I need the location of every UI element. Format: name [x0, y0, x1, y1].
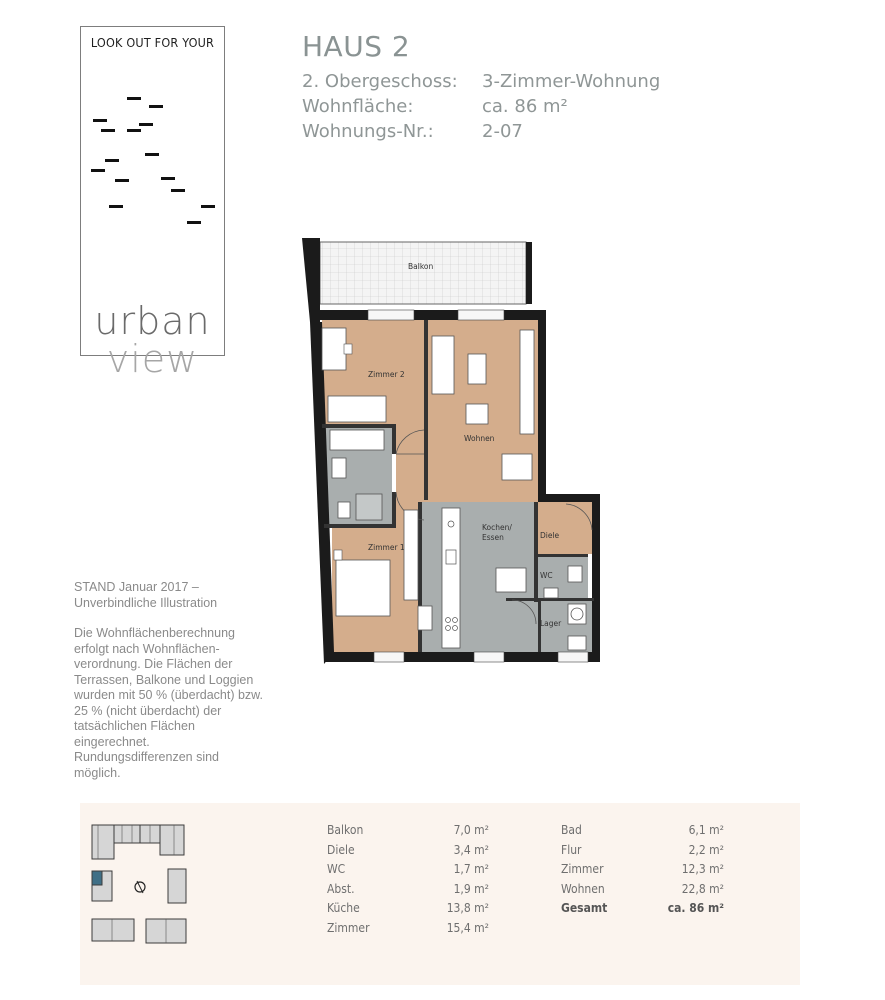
- floor-plan: [298, 232, 608, 670]
- area-value: 15,4 m²: [446, 921, 489, 935]
- area-row: [327, 823, 489, 841]
- header-label: Wohnungs-Nr.:: [302, 121, 434, 142]
- header-value: 2-07: [482, 121, 523, 142]
- label-essen: Essen: [482, 533, 504, 542]
- balcony-floor: [320, 242, 526, 304]
- header-row-area: [302, 96, 568, 117]
- urban-view-logo: [80, 26, 225, 381]
- area-value: ca. 86 m²: [667, 901, 724, 915]
- logo-word-urban: urban: [94, 299, 211, 343]
- balcony-wall-right: [526, 242, 532, 304]
- site-plan: [88, 821, 198, 956]
- label-wohnen: Wohnen: [464, 434, 495, 443]
- header-value: ca. 86 m²: [482, 96, 568, 117]
- area-row: [561, 823, 724, 841]
- area-row: [561, 843, 724, 861]
- area-value: 7,0 m²: [453, 823, 489, 837]
- header-label: Wohnfläche:: [302, 96, 414, 117]
- area-name: Küche: [327, 901, 360, 915]
- exterior-wall-stair: [538, 494, 600, 502]
- area-name: Wohnen: [561, 882, 605, 896]
- label-balkon: Balkon: [408, 262, 434, 271]
- unit-highlight: [92, 871, 102, 885]
- disclaimer-note: Die Wohnflächenberechnung erfolgt nach Wohnflächen-verordnung. Die Flächen der Terrassen, Balkone und Loggien wurden mit 50 % (überdacht) bzw. 25 % (nicht überdacht) der tatsächlichen Flächen eingerechnet. Rundungsdifferenzen sind möglich.: [74, 626, 263, 780]
- area-name: Zimmer: [327, 921, 370, 935]
- label-wc: WC: [540, 571, 553, 580]
- area-row: [561, 882, 724, 900]
- area-name: Balkon: [327, 823, 364, 837]
- area-value: 2,2 m²: [688, 843, 724, 857]
- area-row-total: [561, 901, 724, 919]
- header-row-floor: [302, 71, 661, 92]
- area-value: 1,9 m²: [453, 882, 489, 896]
- area-panel: [80, 803, 800, 985]
- exterior-wall-right: [538, 310, 546, 494]
- header-label: 2. Obergeschoss:: [302, 71, 458, 92]
- label-zimmer1: Zimmer 1: [368, 543, 405, 552]
- notes: [74, 580, 264, 796]
- area-name: Abst.: [327, 882, 355, 896]
- area-name: Bad: [561, 823, 582, 837]
- label-kochen: Kochen/: [482, 523, 512, 532]
- area-name: Zimmer: [561, 862, 604, 876]
- exterior-wall-bottom: [324, 652, 598, 662]
- area-name: Gesamt: [561, 901, 608, 915]
- header-value: 3-Zimmer-Wohnung: [482, 71, 661, 92]
- area-value: 12,3 m²: [681, 862, 724, 876]
- diele-floor: [538, 502, 596, 554]
- logo-word-view: view: [106, 337, 199, 381]
- area-row: [327, 901, 489, 919]
- area-value: 1,7 m²: [453, 862, 489, 876]
- label-zimmer2: Zimmer 2: [368, 370, 405, 379]
- page-title: HAUS 2: [302, 30, 411, 63]
- area-row: [561, 862, 724, 880]
- area-row: [327, 843, 489, 861]
- exterior-wall-right-lower: [592, 494, 600, 662]
- area-name: Flur: [561, 843, 582, 857]
- area-value: 3,4 m²: [453, 843, 489, 857]
- area-value: 13,8 m²: [446, 901, 489, 915]
- area-row: [327, 862, 489, 880]
- area-value: 6,1 m²: [688, 823, 724, 837]
- area-value: 22,8 m²: [681, 882, 724, 896]
- label-diele: Diele: [540, 531, 560, 540]
- status-note: STAND Januar 2017 – Unverbindliche Illustration: [74, 580, 218, 610]
- label-lager: Lager: [540, 619, 562, 628]
- exterior-wall-top: [320, 310, 542, 320]
- area-row: [327, 882, 489, 900]
- area-name: Diele: [327, 843, 355, 857]
- area-name: WC: [327, 862, 346, 876]
- header-row-unit-number: [302, 121, 523, 142]
- balcony-wall-left: [302, 238, 320, 322]
- area-row: [327, 921, 489, 939]
- logo-tagline: LOOK OUT FOR YOUR: [90, 35, 215, 50]
